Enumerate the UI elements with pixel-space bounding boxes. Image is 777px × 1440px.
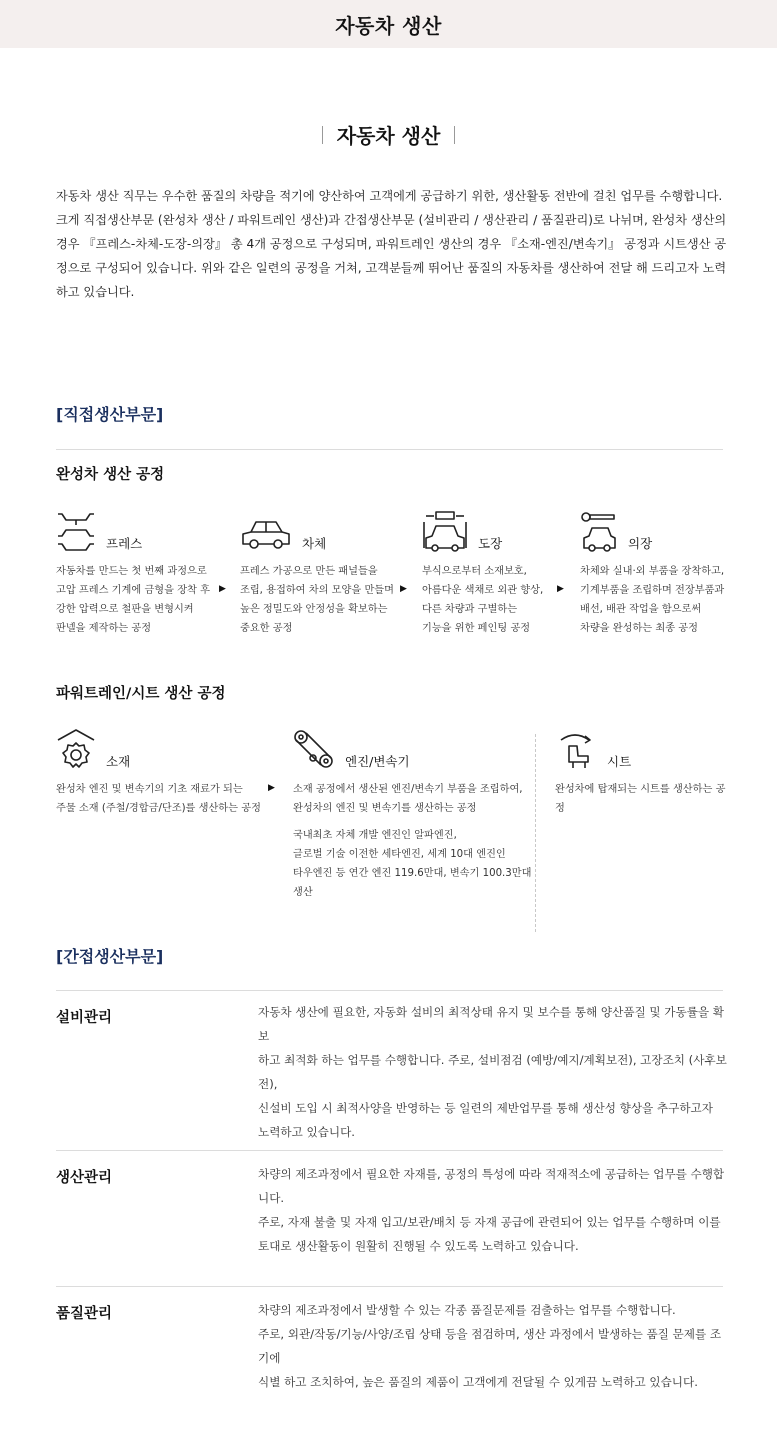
intro-paragraph: 자동차 생산 직무는 우수한 품질의 차량을 적기에 양산하여 고객에게 공급하기 위한, 생산활동 전반에 걸친 업무를 수행합니다. 크게 직접생산부문 (완성차 생산 / 파워트레인 생산)과 간접생산부문 (설비관리 / 생산관리 / 품질관리)로 나뉘며, 완성차 생산의 경우 『프레스-차체-도장-의장』 총 4개 공정으로 구성되며, 파워트레인 생산의 경우 『소재-엔진/변속기』 공정과 시트생산 공정으로 구성되어 있습니다. 위와 같은 일련의 공정을 거쳐, 고객분들께 뛰어난 품질의 자동차를 생산하여 전달 해 드리고자 노력하고 있습니다. <box>56 189 727 299</box>
arrow-right-icon: ▶ <box>219 584 226 594</box>
desc-line: 차체와 실내·외 부품을 장착하고, <box>580 566 725 577</box>
desc-line: 중요한 공정 <box>240 623 293 634</box>
process-step-paint <box>422 510 562 638</box>
desc-line: 자동차를 만드는 첫 번째 과정으로 <box>56 566 207 577</box>
direct-production-title: [직접생산부문] <box>56 405 164 424</box>
desc-line: 배선, 배관 작업을 함으로써 <box>580 604 702 615</box>
desc-line: 기능을 위한 페인팅 공정 <box>422 623 531 634</box>
top-header-bar <box>0 0 777 48</box>
quality-management-text <box>258 1298 728 1394</box>
desc-line: 다른 차량과 구별하는 <box>422 604 518 615</box>
page-title: 자동차 생산 <box>336 124 441 148</box>
step-description <box>240 562 400 638</box>
desc-line: 국내최초 자체 개발 엔진인 알파엔진, <box>293 830 457 841</box>
step-description <box>56 780 266 818</box>
assembly-icon <box>580 510 618 552</box>
desc-line: 조립, 용접하여 차의 모양을 만들며 <box>240 585 394 596</box>
text-line: 차량의 제조과정에서 발생할 수 있는 각종 품질문제를 검출하는 업무를 수행합니다. <box>258 1303 676 1317</box>
process-step-material <box>56 728 266 818</box>
desc-line: 소재 공정에서 생산된 엔진/변속기 부품을 조립하여, <box>293 784 523 795</box>
paint-icon <box>422 510 468 552</box>
arrow-right-icon: ▶ <box>557 584 564 594</box>
desc-line: 높은 정밀도와 안정성을 확보하는 <box>240 604 388 615</box>
powertrain-process-title: 파워트레인/시트 생산 공정 <box>56 686 226 702</box>
step-name: 프레스 <box>106 536 143 551</box>
desc-line: 부식으로부터 소재보호, <box>422 566 527 577</box>
indirect-production-title: [간접생산부문] <box>56 947 164 966</box>
step-description <box>580 562 740 638</box>
process-step-seat <box>555 728 735 818</box>
car-body-icon <box>240 510 292 552</box>
heading-right-bar <box>454 126 455 144</box>
seat-icon <box>555 728 597 770</box>
step-description <box>293 780 533 818</box>
divider <box>56 1286 723 1287</box>
desc-line: 아름다운 색채로 외관 향상, <box>422 585 544 596</box>
desc-line: 기계부품을 조립하며 전장부품과 <box>580 585 725 596</box>
facility-management-text <box>258 1000 728 1144</box>
desc-line: 프레스 가공으로 만든 패널들을 <box>240 566 378 577</box>
page-content <box>0 48 777 1440</box>
header-title: 자동차 생산 <box>335 13 442 38</box>
step-name: 차체 <box>302 536 327 551</box>
text-line: 식별 하고 조치하여, 높은 품질의 제품이 고객에게 전달될 수 있게끔 노력하고 있습니다. <box>258 1375 698 1389</box>
process-step-press <box>56 510 216 638</box>
desc-line: 고압 프레스 기계에 금형을 장착 후 <box>56 585 210 596</box>
arrow-right-icon: ▶ <box>400 584 407 594</box>
step-description-detail <box>293 826 533 902</box>
text-line: 토대로 생산활동이 원활히 진행될 수 있도록 노력하고 있습니다. <box>258 1239 579 1253</box>
step-name: 소재 <box>106 754 131 769</box>
desc-line: 판넬을 제작하는 공정 <box>56 623 152 634</box>
production-management-label: 생산관리 <box>56 1170 113 1186</box>
step-name: 엔진/변속기 <box>345 754 410 769</box>
desc-line: 주물 소재 (주철/경합금/단조)를 생산하는 공정 <box>56 803 261 814</box>
desc-line: 완성차에 탑재되는 시트를 생산하는 공정 <box>555 784 726 814</box>
text-line: 주로, 자재 불출 및 자재 입고/보관/배치 등 자재 공급에 관련되어 있는 업무를 수행하며 이를 <box>258 1215 721 1229</box>
process-step-assembly <box>580 510 740 638</box>
production-management-text <box>258 1162 728 1258</box>
vehicle-process-title: 완성차 생산 공정 <box>56 467 165 483</box>
divider <box>56 1150 723 1151</box>
desc-line: 완성차 엔진 및 변속기의 기초 재료가 되는 <box>56 784 243 795</box>
text-line: 주로, 외관/작동/기능/사양/조립 상태 등을 점검하며, 생산 과정에서 발생하는 품질 문제를 조기에 <box>258 1327 722 1365</box>
desc-line: 강한 압력으로 철판을 변형시켜 <box>56 604 194 615</box>
process-step-body <box>240 510 400 638</box>
text-line: 차량의 제조과정에서 필요한 자재를, 공정의 특성에 따라 적재적소에 공급하는 업무를 수행합니다. <box>258 1167 725 1205</box>
text-line: 자동차 생산에 필요한, 자동화 설비의 최적상태 유지 및 보수를 통해 양산품질 및 가동률을 확보 <box>258 1005 724 1043</box>
divider <box>56 990 723 991</box>
heading-left-bar <box>322 126 323 144</box>
desc-line: 글로벌 기술 이전한 세타엔진, 세계 10대 엔진인 <box>293 849 506 860</box>
step-description <box>555 780 735 818</box>
desc-line: 차량을 완성하는 최종 공정 <box>580 623 698 634</box>
arrow-right-icon: ▶ <box>268 783 275 793</box>
dashed-divider <box>535 734 536 932</box>
text-line: 하고 최적화 하는 업무를 수행합니다. 주로, 설비점검 (예방/예지/계획보전), 고장조치 (사후보전), <box>258 1053 727 1091</box>
divider <box>56 449 723 450</box>
step-name: 의장 <box>628 536 653 551</box>
step-description <box>422 562 562 638</box>
desc-line: 완성차의 엔진 및 변속기를 생산하는 공정 <box>293 803 477 814</box>
press-icon <box>56 510 96 552</box>
step-name: 도장 <box>478 536 503 551</box>
gear-icon <box>56 728 96 770</box>
quality-management-label: 품질관리 <box>56 1306 113 1322</box>
desc-line: 타우엔진 등 연간 엔진 119.6만대, 변속기 100.3만대생산 <box>293 868 532 898</box>
section-heading <box>0 120 777 149</box>
step-description <box>56 562 216 638</box>
text-line: 노력하고 있습니다. <box>258 1125 355 1139</box>
process-step-engine <box>293 728 533 902</box>
engine-belt-icon <box>293 728 335 770</box>
facility-management-label: 설비관리 <box>56 1010 113 1026</box>
text-line: 신설비 도입 시 최적사양을 반영하는 등 일련의 제반업무를 통해 생산성 향상을 추구하고자 <box>258 1101 713 1115</box>
step-name: 시트 <box>607 754 632 769</box>
